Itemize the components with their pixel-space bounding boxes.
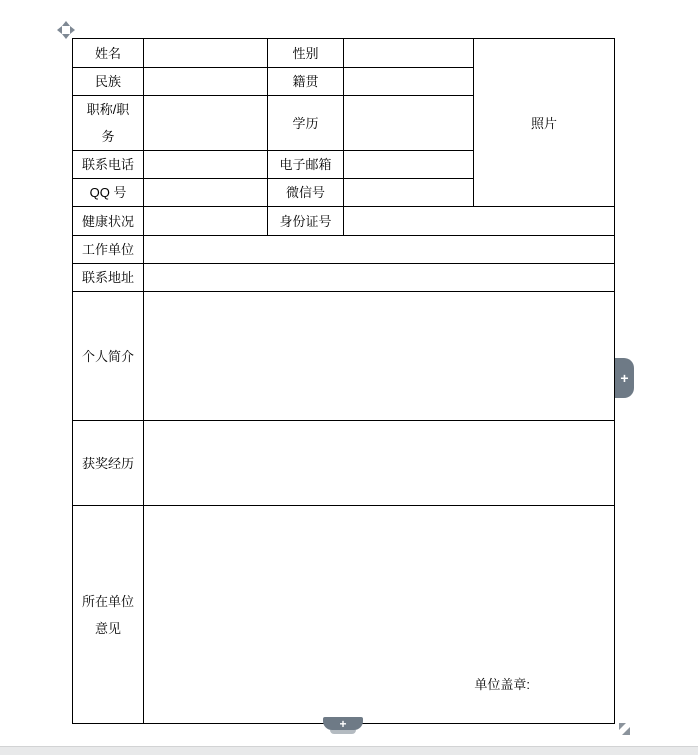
resize-grip-icon <box>618 723 631 736</box>
id-number-value-cell[interactable] <box>344 207 615 236</box>
education-label: 学历 <box>268 96 344 151</box>
name-label: 姓名 <box>73 39 144 68</box>
page-edge-gap <box>0 746 698 755</box>
address-label: 联系地址 <box>73 264 144 292</box>
work-unit-label: 工作单位 <box>73 236 144 264</box>
phone-value-cell[interactable] <box>144 151 268 179</box>
qq-label: QQ 号 <box>73 179 144 207</box>
gender-value-cell[interactable] <box>344 39 474 68</box>
name-value-cell[interactable] <box>144 39 268 68</box>
unit-seal-label: 单位盖章: <box>474 677 530 692</box>
email-label: 电子邮箱 <box>268 151 344 179</box>
unit-opinion-value-cell[interactable] <box>144 506 615 724</box>
ethnicity-label: 民族 <box>73 68 144 96</box>
table-resize-handle-icon[interactable] <box>618 723 631 736</box>
title-position-label: 职称/职务 <box>73 96 144 151</box>
move-arrows-icon <box>56 20 76 40</box>
qq-value-cell[interactable] <box>144 179 268 207</box>
health-value-cell[interactable] <box>144 207 268 236</box>
work-unit-value-cell[interactable] <box>144 236 615 264</box>
email-value-cell[interactable] <box>344 151 474 179</box>
profile-value-cell[interactable] <box>144 292 615 421</box>
health-label: 健康状况 <box>73 207 144 236</box>
native-place-label: 籍贯 <box>268 68 344 96</box>
title-position-value-cell[interactable] <box>144 96 268 151</box>
gender-label: 性别 <box>268 39 344 68</box>
wechat-value-cell[interactable] <box>344 179 474 207</box>
awards-label: 获奖经历 <box>73 421 144 506</box>
native-place-value-cell[interactable] <box>344 68 474 96</box>
address-value-cell[interactable] <box>144 264 615 292</box>
awards-value-cell[interactable] <box>144 421 615 506</box>
photo-cell[interactable]: 照片 <box>474 39 615 207</box>
table-move-handle-icon[interactable] <box>56 20 76 40</box>
insert-column-button[interactable]: + <box>615 358 634 398</box>
ethnicity-value-cell[interactable] <box>144 68 268 96</box>
profile-label: 个人简介 <box>73 292 144 421</box>
wechat-label: 微信号 <box>268 179 344 207</box>
education-value-cell[interactable] <box>344 96 474 151</box>
phone-label: 联系电话 <box>73 151 144 179</box>
insert-row-button[interactable]: + <box>323 717 363 730</box>
id-number-label: 身份证号 <box>268 207 344 236</box>
unit-opinion-label: 所在单位意见 <box>73 506 144 724</box>
personal-info-form-table <box>72 38 615 724</box>
